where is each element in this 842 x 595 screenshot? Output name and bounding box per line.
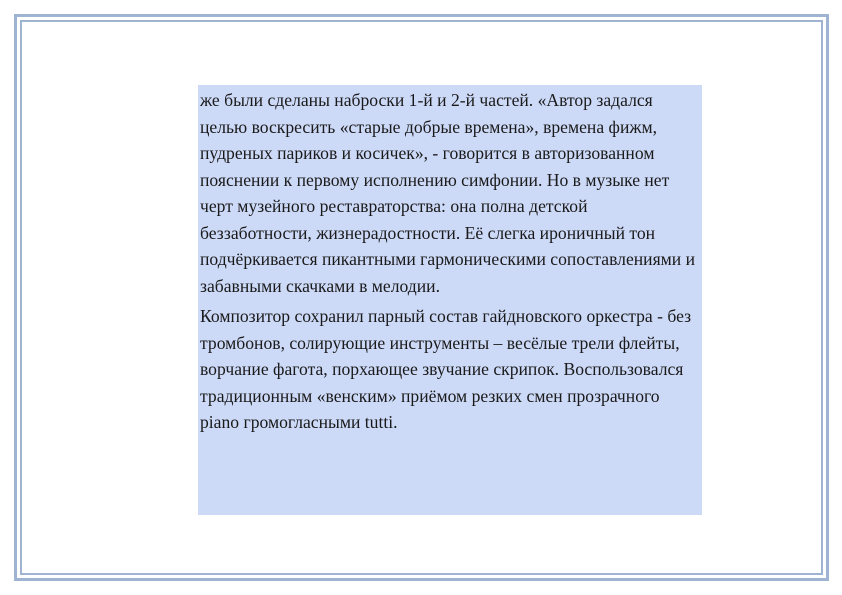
paragraph-1: же были сделаны наброски 1-й и 2-й частей. «Автор задался целью воскресить «старые добрые времена», времена фижм, пудреных париков и косичек», - говорится в авторизованном пояснении к первому исполнению симфонии. Но в музыке нет черт музейного реставраторства: она полна детской беззаботности, жизнерадостности. Её слегка ироничный тон подчёркивается пикантными гармоническими сопоставлениями и забавными скачками в мелодии. [200,90,696,296]
paragraph-2: Композитор сохранил парный состав гайдновского оркестра - без тромбонов, солирующие инструменты – весёлые трели флейты, ворчание фагота, порхающее звучание скрипок. Воспользовался традиционным «венским» приёмом резких смен прозрачного piano громогласными tutti. [200,306,692,432]
text-box [198,85,702,515]
